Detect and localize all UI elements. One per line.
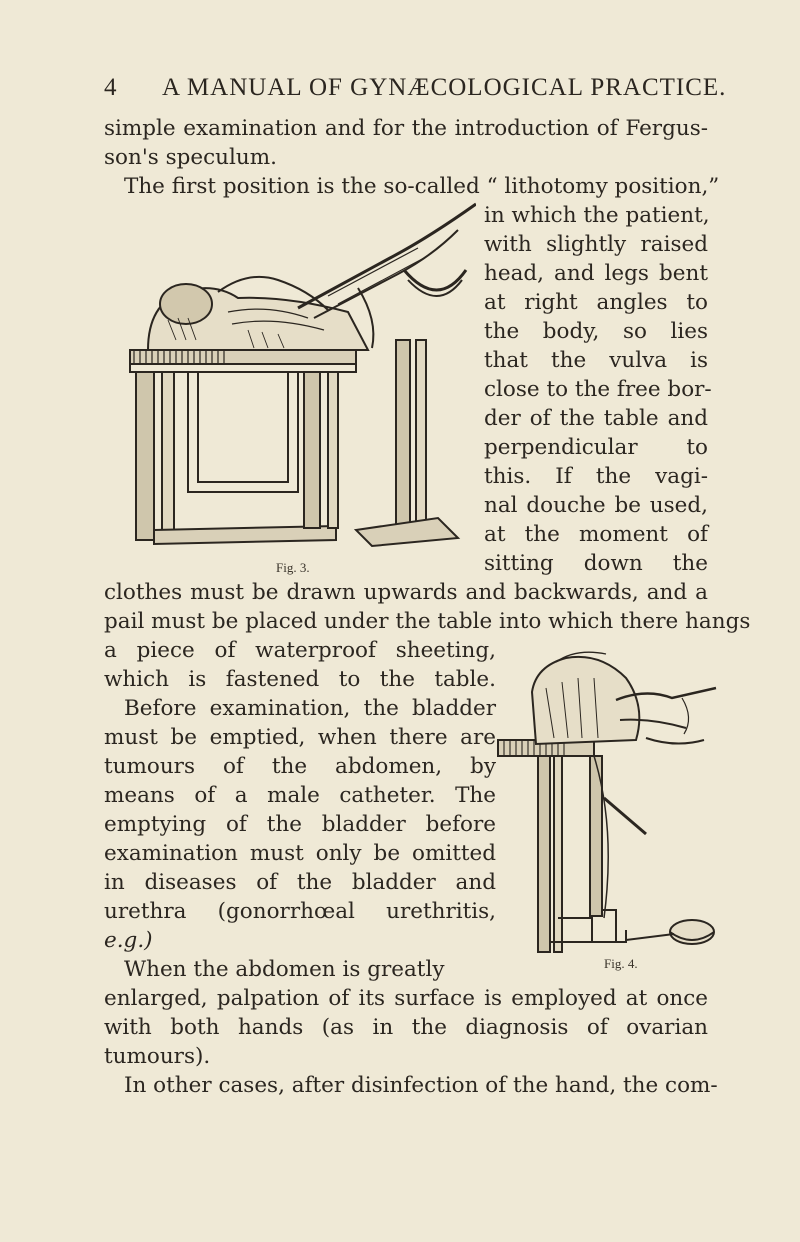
text-line: clothes must be drawn upwards and backwards, and a — [104, 580, 708, 605]
text-line: sitting down the — [484, 551, 708, 576]
text-line: tumours). — [104, 1044, 211, 1069]
text-line: In other cases, after disinfection of the hand, the com- — [124, 1073, 718, 1098]
running-title: A MANUAL OF GYNÆCOLOGICAL PRACTICE. — [162, 74, 727, 101]
text-line: at the moment of — [484, 522, 708, 547]
running-header — [104, 74, 727, 102]
text-line: the body, so lies — [484, 319, 708, 344]
text-line: with slightly raised — [484, 232, 708, 257]
text-line: examination must only be omitted — [104, 841, 496, 866]
text-line: urethra (gonorrhœal urethritis, — [104, 899, 496, 924]
text-line: that the vulva is — [484, 348, 708, 373]
page-number: 4 — [104, 74, 118, 101]
text-line: der of the table and — [484, 406, 708, 431]
text-line: which is fastened to the table. — [104, 667, 496, 692]
text-line: Before examination, the bladder — [124, 696, 496, 721]
text-line: When the abdomen is greatly — [124, 957, 445, 982]
text-line: must be emptied, when there are — [104, 725, 496, 750]
text-line: in which the patient, — [484, 203, 710, 228]
fig-4-illustration — [496, 648, 718, 954]
fig-3-caption: Fig. 3. — [276, 560, 310, 575]
text-line: The first position is the so-called “ lithotomy position,” — [124, 174, 720, 199]
fig-3-illustration — [128, 200, 476, 552]
text-line: nal douche be used, — [484, 493, 708, 518]
text-line: emptying of the bladder before — [104, 812, 496, 837]
text-line: in diseases of the bladder and — [104, 870, 496, 895]
text-line: tumours of the abdomen, by — [104, 754, 496, 779]
text-line: simple examination and for the introduction of Fergus- — [104, 116, 708, 141]
text-line: close to the free bor- — [484, 377, 712, 402]
text-line: this. If the vagi- — [484, 464, 708, 489]
text-line: with both hands (as in the diagnosis of ovarian — [104, 1015, 708, 1040]
text-line: son's speculum. — [104, 145, 277, 170]
text-line: pail must be placed under the table into which there hangs — [104, 609, 751, 634]
text-line: enlarged, palpation of its surface is employed at once — [104, 986, 708, 1011]
text-line: a piece of waterproof sheeting, — [104, 638, 496, 663]
text-line: head, and legs bent — [484, 261, 708, 286]
text-line: e.g.) — [104, 928, 153, 953]
text-line: at right angles to — [484, 290, 708, 315]
text-line: perpendicular to — [484, 435, 708, 460]
text-line: means of a male catheter. The — [104, 783, 496, 808]
fig-4-caption: Fig. 4. — [604, 956, 638, 971]
